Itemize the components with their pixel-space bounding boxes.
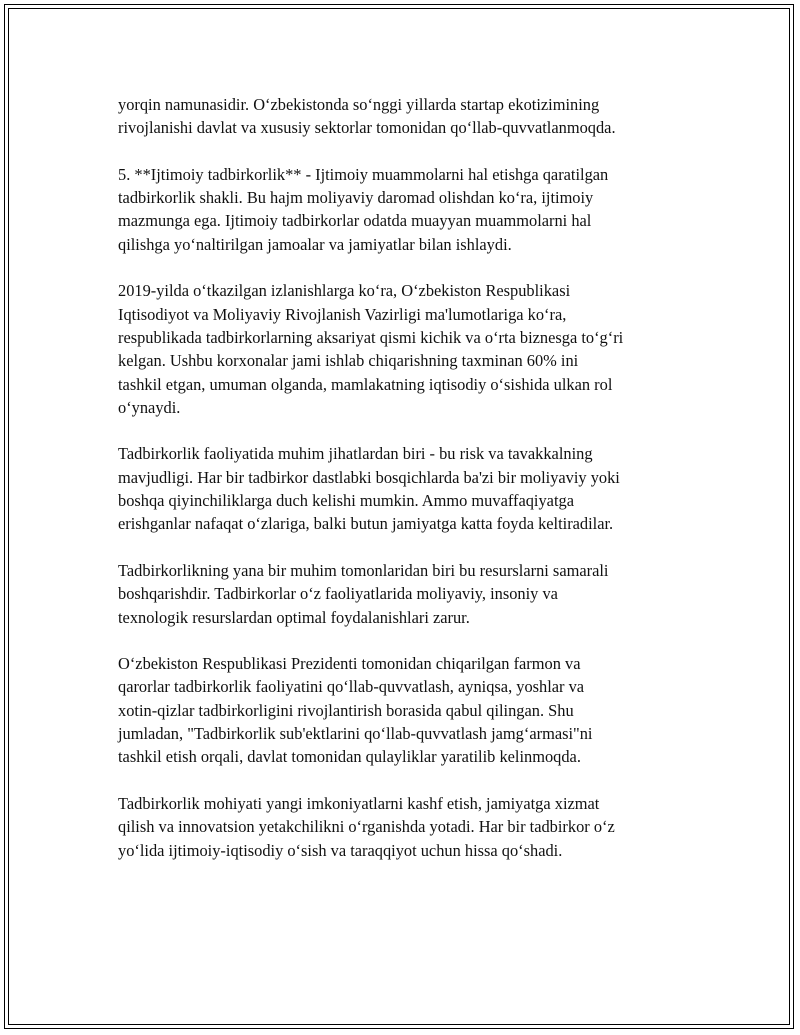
- paragraph-essence: Tadbirkorlik mohiyati yangi imkoniyatlarni kashf etish, jamiyatga xizmat qilish va innovatsion yetakchilikni o‘rganishda yotadi. Har bir tadbirkor o‘z yo‘lida ijtimoiy-iqtisodiy o‘sish va taraqqiyot uchun hissa qo‘shadi.: [118, 793, 615, 860]
- paragraph-resources: Tadbirkorlikning yana bir muhim tomonlaridan biri bu resurslarni samarali boshqarishdir. Tadbirkorlar o‘z faoliyatlarida moliyaviy, insoniy va texnologik resurslardan optimal foydalanishlari zarur.: [118, 560, 609, 627]
- paragraph-startup-ecosystem: yorqin namunasidir. O‘zbekistonda so‘nggi yillarda startap ekotizimining rivojlanishi davlat va xususiy sektorlar tomonidan qo‘llab-quvvatlanmoqda.: [118, 95, 616, 138]
- paragraph-social-entrepreneurship: 5. **Ijtimoiy tadbirkorlik** - Ijtimoiy muammolarni hal etishga qaratilgan tadbirkorlik shakli. Bu hajm moliyaviy daromad olishdan ko‘ra, ijtimoiy mazmunga ega. Ijtimoiy tadbirkorlar odatda muayyan muammolarni hal qilishga yo‘naltirilgan jamoalar va jamiyatlar bilan ishlaydi.: [118, 164, 609, 254]
- paragraph-2019-research: 2019-yilda o‘tkazilgan izlanishlarga ko‘ra, O‘zbekiston Respublikasi Iqtisodiyot va Moliyaviy Rivojlanish Vazirligi ma'lumotlariga ko‘ra, respublikada tadbirkorlarning aksariyat qismi kichik va o‘rta biznesga to‘g‘ri kelgan. Ushbu korxonalar jami ishlab chiqarishning taxminan 60% ini tashkil etgan, umuman olganda, mamlakatning iqtisodiy o‘sishida ulkan rol o‘ynaydi.: [118, 281, 624, 417]
- page-frame: [4, 4, 794, 1029]
- document-body: [118, 93, 708, 885]
- paragraph-president-decrees: O‘zbekiston Respublikasi Prezidenti tomonidan chiqarilgan farmon va qarorlar tadbirkorlik faoliyatini qo‘llab-quvvatlash, ayniqsa, yoshlar va xotin-qizlar tadbirkorligini rivojlantirish borasida qabul qilingan. Shu jumladan, "Tadbirkorlik sub'ektlarini qo‘llab-quvvatlash jamg‘armasi"ni tashkil etish orqali, davlat tomonidan qulayliklar yaratilib kelinmoqda.: [118, 654, 593, 767]
- paragraph-risk: Tadbirkorlik faoliyatida muhim jihatlardan biri - bu risk va tavakkalning mavjudligi. Har bir tadbirkor dastlabki bosqichlarda ba'zi bir moliyaviy yoki boshqa qiyinchiliklarga duch kelishi mumkin. Ammo muvaffaqiyatga erishganlar nafaqat o‘zlariga, balki butun jamiyatga katta foyda keltiradilar.: [118, 444, 620, 534]
